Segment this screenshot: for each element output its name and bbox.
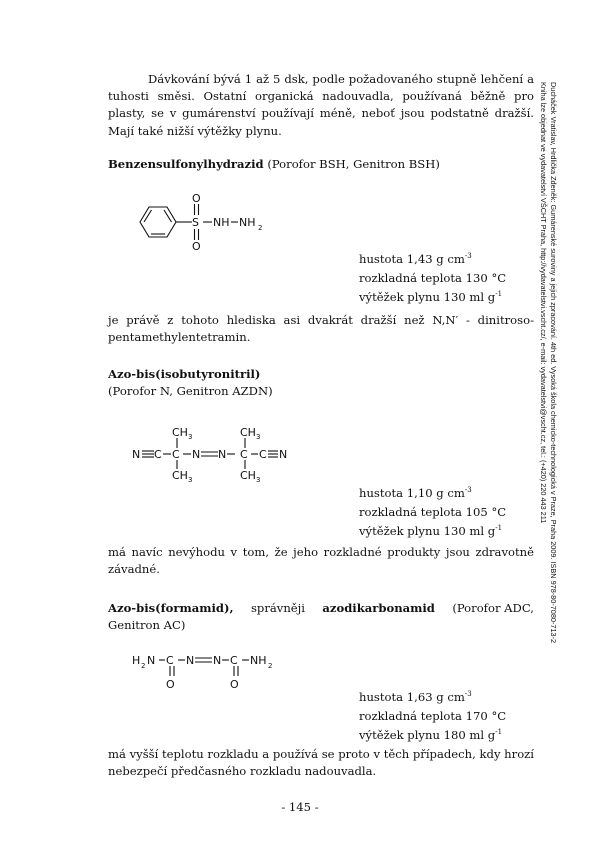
density-exponent: -3 bbox=[464, 486, 472, 494]
yield-exponent: -1 bbox=[495, 524, 503, 533]
section1-paragraph: je právě z tohoto hlediska asi dvakrát dražší než N,N′ - dinitroso-pentamethylentetramin. bbox=[108, 313, 534, 345]
oxygen-atom: O bbox=[192, 240, 201, 253]
h2n-n: N bbox=[147, 654, 156, 667]
subscript-3: 3 bbox=[256, 476, 261, 484]
h2n-h: H bbox=[132, 654, 141, 667]
nh-group: NH bbox=[213, 216, 230, 229]
section2-properties bbox=[359, 484, 506, 542]
nitrogen-atom: N bbox=[186, 654, 195, 667]
section3-yield bbox=[359, 726, 506, 745]
nitrogen-atom: N bbox=[279, 448, 288, 461]
citation-line-1: Ducháček Vratislav, Hrdlička Zdeněk: Gumárenské suroviny a jejich zpracování. 4th ed. Vysoká škola chemicko-technologická v Praze, Praha 2009. ISBN 978-80-7080-713-2 bbox=[549, 82, 558, 644]
ring-double-bond bbox=[144, 210, 152, 222]
density-exponent: -3 bbox=[464, 690, 472, 698]
section1-heading bbox=[108, 156, 534, 173]
section3-heading bbox=[108, 600, 534, 617]
nh2-group: NH bbox=[250, 654, 267, 667]
page-number: - 145 - bbox=[281, 800, 319, 814]
carbon-atom: C bbox=[240, 448, 248, 461]
carbon-atom: C bbox=[166, 654, 174, 667]
subscript-3: 3 bbox=[188, 476, 193, 484]
oxygen-atom: O bbox=[192, 192, 201, 205]
nitrogen-atom: N bbox=[213, 654, 222, 667]
section3-connector: správněji bbox=[250, 601, 305, 615]
subscript-3: 3 bbox=[256, 433, 261, 441]
section1-decomposition: rozkladná teplota 130 °C bbox=[359, 271, 507, 286]
density-exponent: -3 bbox=[464, 252, 472, 260]
oxygen-atom: O bbox=[166, 678, 175, 691]
section2-yield bbox=[359, 522, 506, 541]
carbon-atom: C bbox=[259, 448, 267, 461]
aibn-structure bbox=[130, 422, 290, 482]
azodicarbonamide-structure bbox=[130, 644, 273, 691]
density-text: hustota 1,10 g cm bbox=[359, 486, 465, 500]
methyl-group: CH bbox=[172, 469, 188, 482]
density-text: hustota 1,43 g cm bbox=[359, 252, 465, 266]
carbon-atom: C bbox=[230, 654, 238, 667]
section2-decomposition: rozkladná teplota 105 °C bbox=[359, 505, 507, 520]
yield-text: výtěžek plynu 130 ml g bbox=[359, 290, 496, 305]
section2-density bbox=[359, 484, 506, 503]
section1-yield bbox=[359, 288, 506, 307]
section2-heading bbox=[108, 366, 534, 383]
intro-paragraph: Dávkování bývá 1 až 5 dsk, podle požadovaného stupně lehčení a tuhosti směsi. Ostatní organická nadouvadla, používaná běžně pro plasty, se v gumárenství používají méně, neboť jsou podstatně dražší. Mají také nižší výtěžky plynu. bbox=[108, 72, 534, 138]
section3-density bbox=[359, 688, 506, 707]
subscript-2: 2 bbox=[268, 662, 273, 670]
citation-line-2: Kniha lze objednat ve vydavatelství VŠCHT Praha, http://vydavatelstvi.vscht.cz/, e-mail: vydavatelstvi@vscht.cz, tel.: (+420) 220 443 211 bbox=[539, 82, 548, 524]
section1-properties bbox=[359, 250, 506, 308]
sulfur-atom: S bbox=[192, 216, 199, 229]
yield-text: výtěžek plynu 180 ml g bbox=[359, 728, 496, 743]
section3-trade-a: (Porofor ADC, bbox=[452, 601, 534, 615]
yield-text: výtěžek plynu 130 ml g bbox=[359, 524, 496, 539]
section3-decomposition: rozkladná teplota 170 °C bbox=[359, 709, 507, 724]
side-citation bbox=[538, 82, 558, 643]
section1-density bbox=[359, 250, 506, 269]
subscript-2: 2 bbox=[141, 662, 146, 670]
carbon-atom: C bbox=[154, 448, 162, 461]
yield-exponent: -1 bbox=[495, 290, 503, 299]
nitrogen-atom: N bbox=[132, 448, 141, 461]
section3-alt-name: azodikarbonamid bbox=[322, 601, 435, 615]
methyl-group: CH bbox=[172, 426, 188, 439]
subscript-3: 3 bbox=[188, 433, 193, 441]
density-text: hustota 1,63 g cm bbox=[359, 690, 465, 704]
nitrogen-atom: N bbox=[192, 448, 201, 461]
section3-compound-name: Azo-bis(formamid), bbox=[108, 601, 234, 615]
benzene-ring bbox=[140, 207, 176, 237]
oxygen-atom: O bbox=[230, 678, 239, 691]
methyl-group: CH bbox=[240, 469, 256, 482]
subscript-2: 2 bbox=[258, 224, 263, 232]
section3-properties bbox=[359, 688, 506, 746]
yield-exponent: -1 bbox=[495, 728, 503, 737]
section1-trade-names: (Porofor BSH, Genitron BSH) bbox=[263, 157, 440, 171]
section2-paragraph: má navíc nevýhodu v tom, že jeho rozkladné produkty jsou zdravotně závadné. bbox=[108, 545, 534, 577]
section2-compound-name: Azo-bis(isobutyronitril) bbox=[108, 367, 261, 381]
section3-paragraph: má vyšší teplotu rozkladu a používá se proto v těch případech, kdy hrozí nebezpečí předčasného rozkladu nadouvadla. bbox=[108, 747, 534, 779]
section1-compound-name: Benzensulfonylhydrazid bbox=[108, 157, 264, 171]
section2-trade-names: (Porofor N, Genitron AZDN) bbox=[108, 384, 273, 398]
benzenesulfonylhydrazide-structure bbox=[130, 190, 280, 253]
nitrogen-atom: N bbox=[218, 448, 227, 461]
nh2-group: NH bbox=[239, 216, 256, 229]
carbon-atom: C bbox=[172, 448, 180, 461]
methyl-group: CH bbox=[240, 426, 256, 439]
section3-trade-b: Genitron AC) bbox=[108, 618, 186, 632]
